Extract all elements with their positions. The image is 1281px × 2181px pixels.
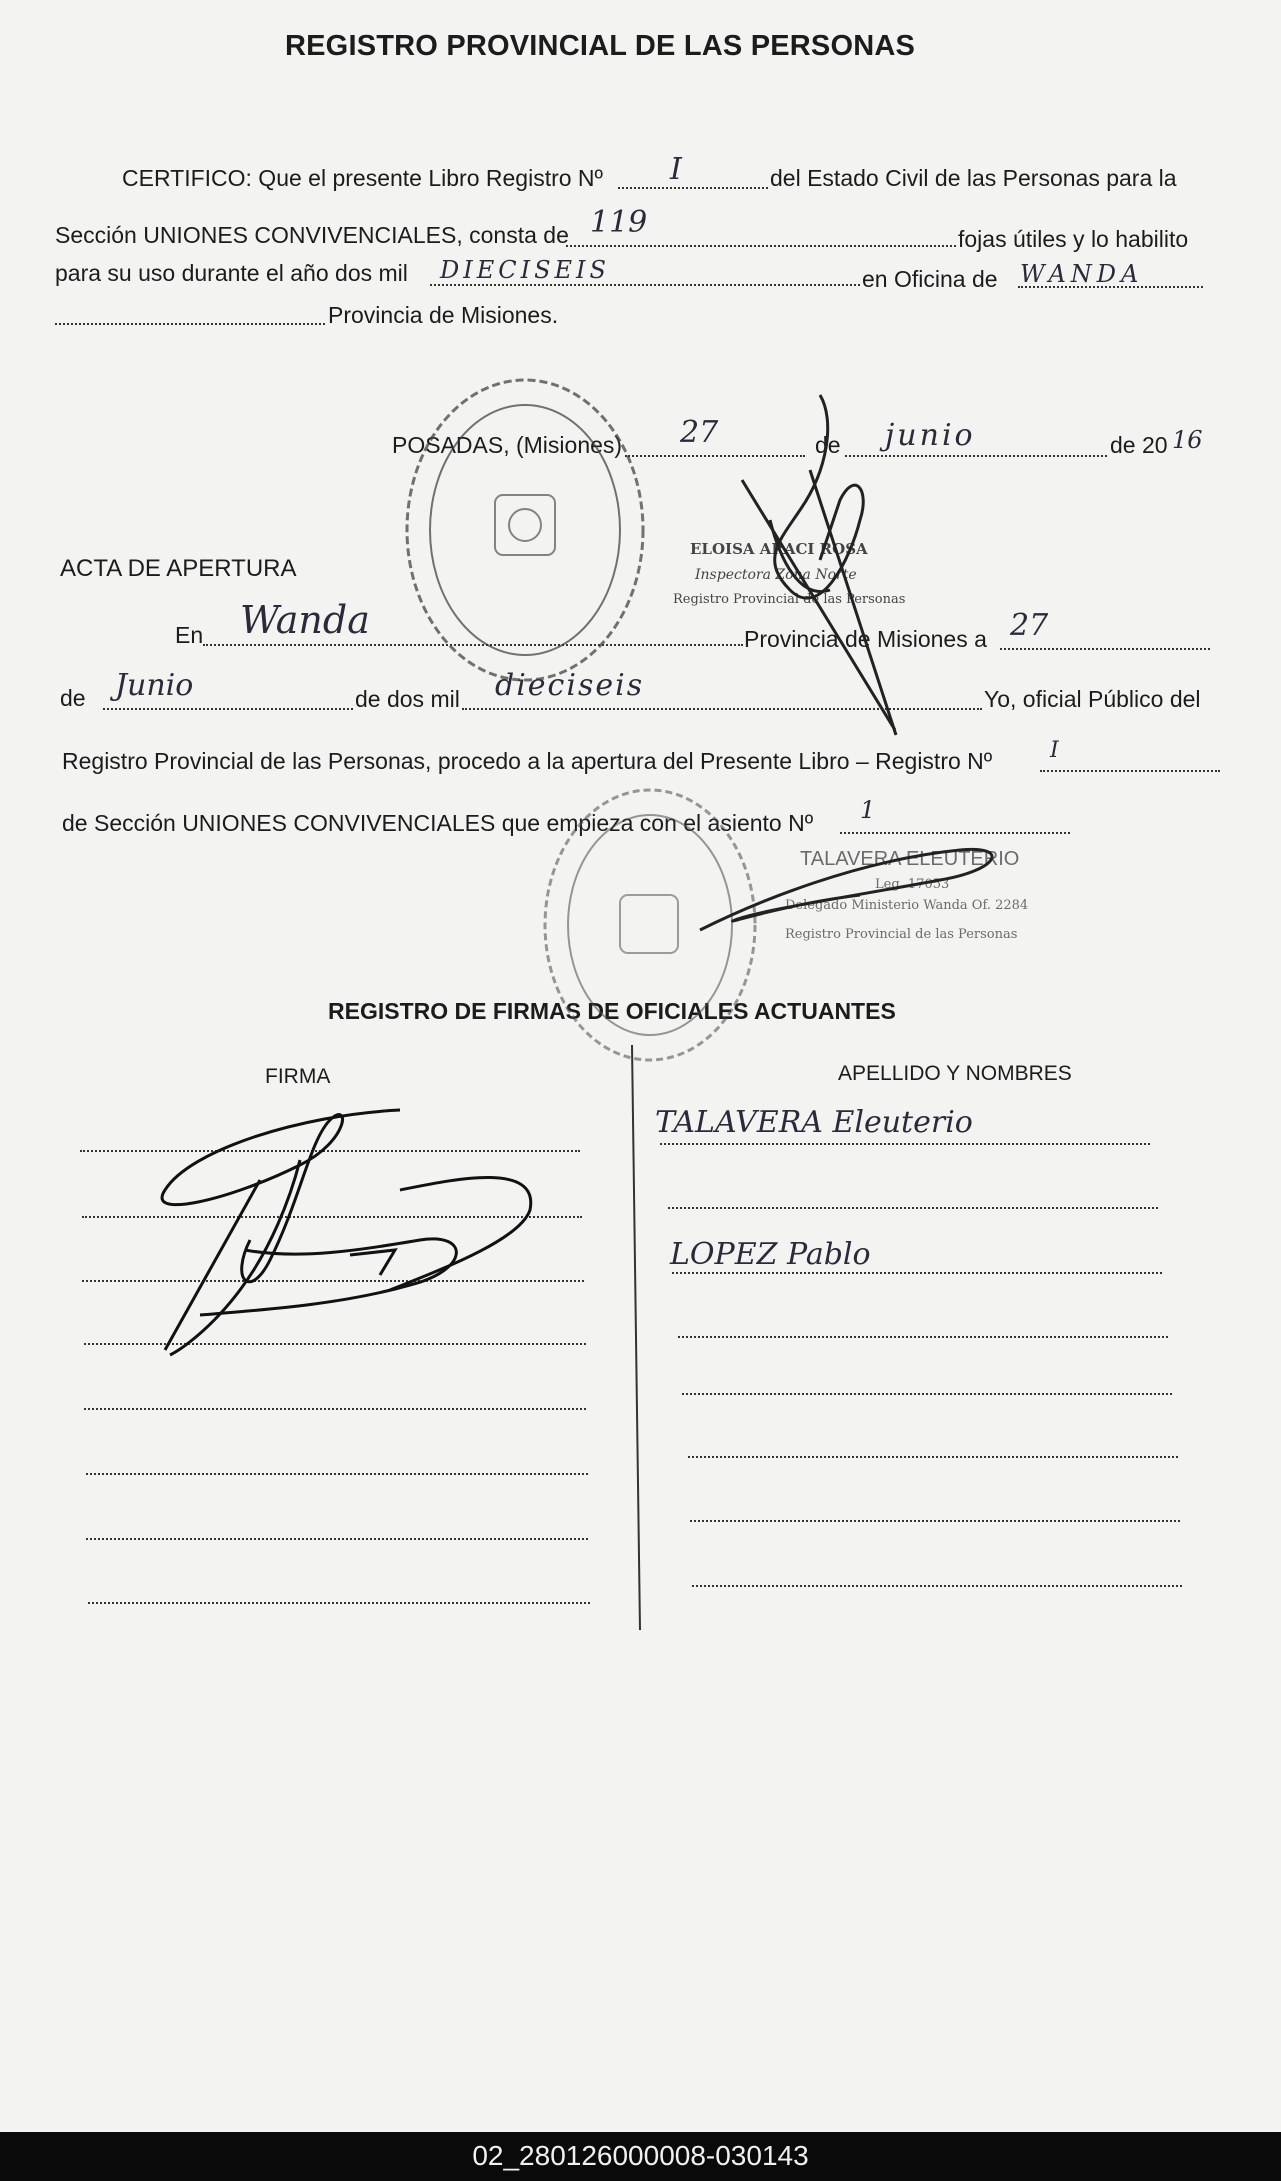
signatures-heading: REGISTRO DE FIRMAS DE OFICIALES ACTUANTES <box>328 998 896 1024</box>
year-label: de 20 <box>1110 432 1168 458</box>
inspector-signature <box>742 395 896 735</box>
acta-place-handwritten: Wanda <box>240 598 370 642</box>
acta-asiento-handwritten: 1 <box>860 796 876 824</box>
cert-line1-b: del Estado Civil de las Personas para la <box>770 165 1177 191</box>
book-number-handwritten: I <box>670 152 682 187</box>
name-entry-3: LOPEZ Pablo <box>670 1237 871 1272</box>
stamp2-role: Delegado Ministerio Wanda Of. 2284 <box>785 898 1029 913</box>
acta-book-handwritten: I <box>1050 738 1059 763</box>
stamp2-org: Registro Provincial de las Personas <box>785 927 1018 942</box>
delegado-signature <box>700 849 992 930</box>
year-suffix-handwritten: 16 <box>1172 426 1203 454</box>
acta-year-handwritten: dieciseis <box>495 668 645 703</box>
acta-de-label: de <box>60 685 86 711</box>
acta-heading: ACTA DE APERTURA <box>60 555 297 582</box>
acta-en-label: En <box>175 622 204 648</box>
stamp1-name: ELOISA ARACI ROSA <box>690 540 868 558</box>
official-seal-stamp-2 <box>545 790 755 1060</box>
cert-line4: Provincia de Misiones. <box>328 302 559 328</box>
col-apellido-label: APELLIDO Y NOMBRES <box>838 1062 1072 1085</box>
acta-line4-a: de Sección UNIONES CONVIVENCIALES que empieza con el asiento Nº <box>62 810 814 836</box>
cert-line2-a: Sección UNIONES CONVIVENCIALES, consta de <box>55 222 569 248</box>
column-divider <box>632 1045 640 1630</box>
page-title: REGISTRO PROVINCIAL DE LAS PERSONAS <box>285 30 916 62</box>
month-handwritten: junio <box>885 418 976 453</box>
de-label: de <box>815 432 841 458</box>
col-firma-label: FIRMA <box>265 1065 331 1088</box>
office-handwritten: WANDA <box>1020 260 1144 288</box>
year-words-handwritten: DIECISEIS <box>440 256 610 284</box>
cert-line3-b: en Oficina de <box>862 266 998 292</box>
stamp2-leg: Leg. 17053 <box>875 877 950 892</box>
acta-month-handwritten: Junio <box>115 668 194 703</box>
acta-day-handwritten: 27 <box>1010 608 1049 643</box>
handwritten-signature <box>162 1110 531 1355</box>
acta-provincia-label: Provincia de Misiones a <box>744 626 987 652</box>
acta-yo-label: Yo, oficial Público del <box>984 686 1201 712</box>
fojas-handwritten: 119 <box>590 205 648 240</box>
document-code-bar <box>0 2132 1281 2181</box>
day-handwritten: 27 <box>680 415 719 450</box>
document-code: 02_280126000008-030143 <box>472 2140 809 2171</box>
stamp2-name: TALAVERA ELEUTERIO <box>800 848 1020 870</box>
cert-line2-b: fojas útiles y lo habilito <box>958 226 1189 252</box>
cert-line1-a: CERTIFICO: Que el presente Libro Registro Nº <box>122 165 603 191</box>
acta-dos-mil-label: de dos mil <box>355 686 460 712</box>
place-label: POSADAS, (Misiones) <box>392 432 623 458</box>
acta-line3-a: Registro Provincial de las Personas, procedo a la apertura del Presente Libro – Registro Nº <box>62 748 993 774</box>
cert-line3-a: para su uso durante el año dos mil <box>55 260 408 286</box>
stamp1-role: Inspectora Zona Norte <box>695 567 857 583</box>
name-entry-1: TALAVERA Eleuterio <box>655 1105 973 1140</box>
stamp1-org: Registro Provincial de las Personas <box>673 592 906 607</box>
official-seal-stamp-1 <box>407 380 643 680</box>
